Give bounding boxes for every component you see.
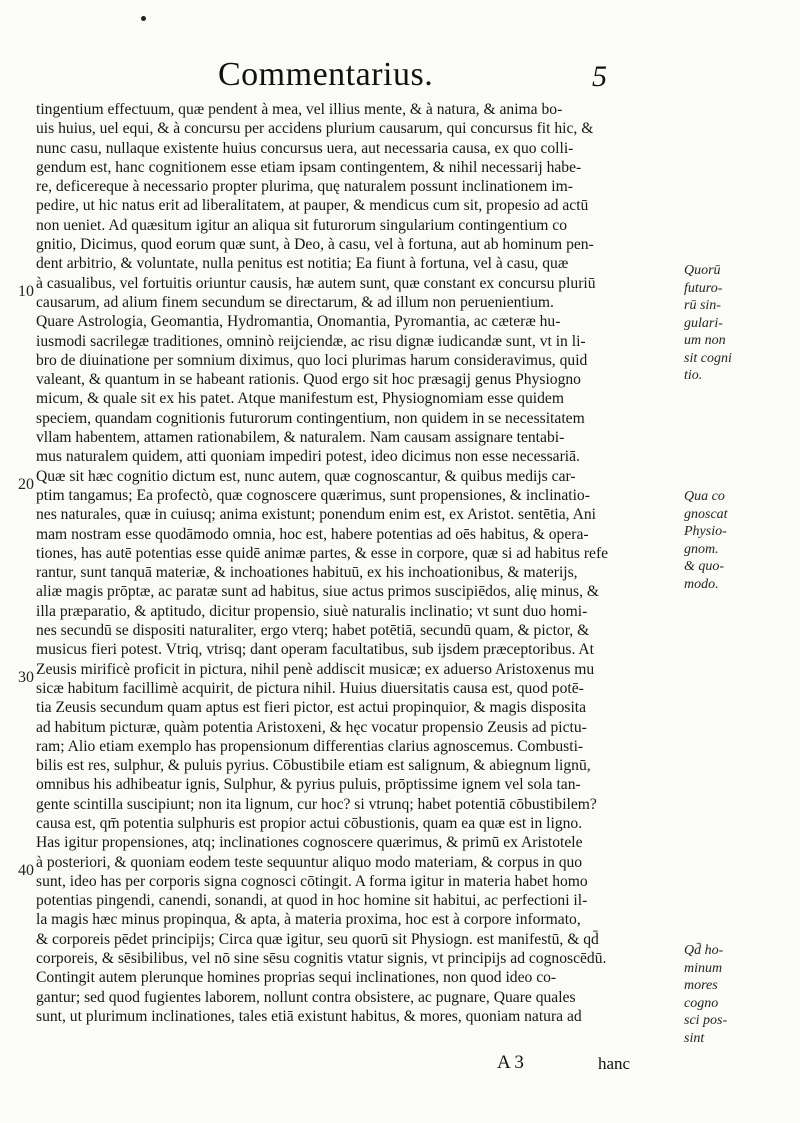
text-line: re, deficereque à necessario propter plurima, quę naturalem possunt inclinationem im-	[36, 178, 573, 196]
text-line: gente scintilla suscipiunt; non ita lignum, cur hoc? si vtrunq; habet potentiā cōbustibilem?	[36, 795, 597, 813]
line-number-10: 10	[18, 283, 34, 300]
signature-mark: A 3	[497, 1052, 524, 1073]
margin-note-line: rū sin-	[684, 298, 721, 313]
text-line: pedire, ut hic natus erit ad liberalitatem, at pauper, & mendicus cum sit, propesio ad actū	[36, 197, 589, 215]
margin-note-line: minum	[684, 960, 723, 976]
text-line: nes secundū se dispositi naturaliter, ergo vterq; habet potētiā, secundū quam, & pictor, &	[36, 622, 590, 640]
text-line: Zeusis mirificè proficit in pictura, nihil penè addiscit musicæ; ex aduerso Aristoxenus mu	[36, 660, 595, 678]
text-line: gendum est, hanc cognitionem esse etiam ipsam contingentem, & nihil necessarij habe-	[36, 158, 582, 176]
text-line: rantur, sunt tanquā materiæ, & inchoationes habituū, ex his inchoationibus, & materijs,	[36, 564, 578, 582]
text-line: bilis est res, sulphur, & puluis pyrius. Cōbustibile etiam est salignum, & abiegnum lignū,	[36, 757, 591, 775]
page-number: 5	[592, 60, 607, 93]
text-line: sunt, ut plurimum inclinationes, tales etiā existunt habitus, & mores, quoniam natura ad	[36, 1007, 582, 1025]
margin-note-line: gulari-	[684, 315, 723, 331]
text-line: speciem, quandam cognitionis futurorum contingentium, non quidem in se necessitatem	[36, 409, 585, 427]
text-line: sunt, ideo has per corporis signa cognosci cōtingit. A forma igitur in materia habet homo	[36, 872, 588, 890]
margin-note-line: gnom.	[684, 541, 719, 557]
text-line: nunc casu, nullaque existente huius concursus uera, aut necessaria causa, ex quo colli-	[36, 139, 574, 157]
text-line: aliæ magis prōptæ, ac paratæ sunt ad habitus, siue actus primos suscipiēdos, alię minus, &	[36, 583, 600, 601]
margin-note-line: cogno	[684, 995, 719, 1011]
text-line: tia Zeusis secundum quam aptus est fieri pictor, est actui propinquior, & magis disposita	[36, 699, 587, 717]
text-line: illa præparatio, & aptitudo, dicitur propensio, siuè naturalis inclinatio; vt sunt duo homi-	[36, 602, 588, 620]
catchword: hanc	[598, 1054, 631, 1073]
text-line: la magis hæc minus propinqua, & apta, à materia proxima, hoc est à corpore informato,	[36, 911, 581, 929]
text-line: tingentium effectuum, quæ pendent à mea, vel illius mente, & à natura, & anima bo-	[36, 101, 563, 118]
text-line: Quæ sit hæc cognitio dictum est, nunc autem, quæ cognoscantur, & quibus medijs car-	[36, 467, 576, 485]
text-line: ad habitum picturæ, quàm potentia Aristoxeni, & hęc vocatur propensio Zeusis ad pictu-	[36, 718, 587, 736]
text-line: gantur; sed quod fugientes laborem, nollunt contra obsistere, ac pugnare, Quare quales	[36, 988, 576, 1006]
text-line: Contingit autem plerunque homines proprias sequi inclinationes, non quod ideo co-	[36, 969, 557, 987]
text-line: valeant, & quantum in se habeant rationis. Quod ergo sit hoc præsagij genus Physiogno	[36, 371, 581, 389]
text-line: ram; Alio etiam exemplo has propensionum differentias clarius agnoscemus. Combusti-	[36, 737, 584, 755]
margin-note-line: futuro-	[684, 280, 723, 296]
text-line: uis huius, uel equi, & à concursu per accidens plurium causarum, qui concursus fit hic, &	[36, 120, 594, 138]
text-line: omnibus his adhibeatur ignis, Sulphur, & pyrius puluis, prōptissime ignem vel sola tan-	[36, 776, 581, 794]
line-number-40: 40	[18, 862, 34, 879]
text-line: causarum, ad alium finem secundum se directarum, & ad illum non peruenientium.	[36, 293, 554, 311]
text-line: micum, & quale sit ex his patet. Atque manifestum est, Physiognomiam esse quidem	[36, 390, 564, 408]
text-line: vllam habentem, attamen rationabilem, & naturalem. Nam causam assignare tentabi-	[36, 429, 565, 447]
margin-note-line: Qd̄ ho-	[684, 943, 724, 958]
margin-note-line: um non	[684, 333, 726, 348]
margin-note-line: tio.	[684, 368, 703, 383]
margin-note-futurorum	[684, 262, 732, 385]
margin-note-cognoscat	[684, 488, 728, 593]
margin-note-line: sci pos-	[684, 1013, 728, 1028]
text-line: causa est, qm̄ potentia sulphuris est propior actui cōbustionis, quam ea quæ est in ligno.	[36, 814, 583, 832]
text-line: ptim tangamus; Ea profectò, quæ cognoscere quærimus, sunt propensiones, & inclinatio-	[36, 486, 590, 504]
running-title: Commentarius.	[218, 56, 434, 93]
margin-note-line: mores	[684, 978, 718, 993]
text-line: à posteriori, & quoniam eodem teste sequuntur aliquo modo materiam, & corpus in quo	[36, 853, 583, 871]
margin-note-mores	[684, 942, 727, 1047]
text-line: sicæ habitum facillimè acquirit, de pictura nihil. Huius diuersitatis causa est, quod potē-	[36, 679, 584, 697]
margin-note-line: sint	[684, 1030, 705, 1046]
text-line: corporeis, & sēsibilibus, vel nō sine sēsu cognitis vtatur signis, vt principijs ad cognoscēdū.	[36, 950, 607, 968]
margin-note-line: sit cogni	[684, 350, 732, 366]
line-number-30: 30	[18, 669, 34, 686]
text-line: Quare Astrologia, Geomantia, Hydromantia, Onomantia, Pyromantia, ac cæteræ hu-	[36, 313, 561, 331]
text-line: musicus fieri potest. Vtriq, vtrisq; dant operam facultatibus, sub ijsdem præceptoribus. At	[36, 641, 594, 659]
line-number-20: 20	[18, 476, 34, 493]
text-line: dent arbitrio, & voluntate, nulla penitus est notitia; Ea fiunt à fortuna, vel à casu, quæ	[36, 255, 569, 273]
text-line: mam nostram esse quodāmodo omnia, hoc est, habere potentias ad oēs habitus, & opera-	[36, 525, 589, 543]
margin-note-line: & quo-	[684, 559, 725, 574]
text-line: non ueniet. Ad quæsitum igitur an aliqua sit futurorum singularium contingentium co	[36, 216, 567, 234]
text-line: tiones, has autē potentias esse quidē animæ partes, & esse in corpore, quæ si ad habitus refe	[36, 544, 609, 562]
margin-note-line: modo.	[684, 576, 719, 592]
body-text	[36, 100, 664, 1026]
text-line: bro de diuinatione per somnium diximus, quo loci plurimas harum consideravimus, quid	[36, 351, 588, 369]
text-line: iusmodi sacrilegæ traditiones, omninò reijciendæ, ac risu dignæ iudicandæ sunt, vt in li-	[36, 332, 586, 350]
text-line: à casualibus, vel fortuitis oriuntur causis, hæ autem sunt, quæ constant ex concursu pluriū	[36, 274, 596, 292]
running-header	[0, 52, 800, 102]
margin-note-line: Physio-	[684, 524, 727, 539]
text-line: potentias pingendi, canendi, sonandi, at quod in hoc homine sit habitui, ac perfectioni il-	[36, 892, 588, 910]
text-line: nes naturales, quæ in cuiusq; anima existunt; ponendum enim est, ex Aristot. sentētia, Ani	[36, 506, 596, 524]
text-line: Has igitur propensiones, atq; inclinationes cognoscere quærimus, & primū ex Aristotele	[36, 834, 583, 852]
text-line: gnitio, Dicimus, quod eorum quæ sunt, à Deo, à casu, vel à fortuna, aut ab hominum pen-	[36, 236, 594, 254]
text-line: mus naturalem quidem, atti quoniam impediri potest, ideo dicimus non esse necessariā.	[36, 448, 580, 466]
margin-note-line: Quorū	[684, 263, 721, 278]
margin-note-line: Qua co	[684, 489, 725, 504]
margin-note-line: gnoscat	[684, 506, 728, 522]
page-footer	[0, 1052, 800, 1082]
ink-dot	[141, 16, 146, 21]
text-line: & corporeis pēdet principijs; Circa quæ igitur, seu quorū sit Physiogn. est manifestū, & qd̄	[36, 930, 599, 948]
